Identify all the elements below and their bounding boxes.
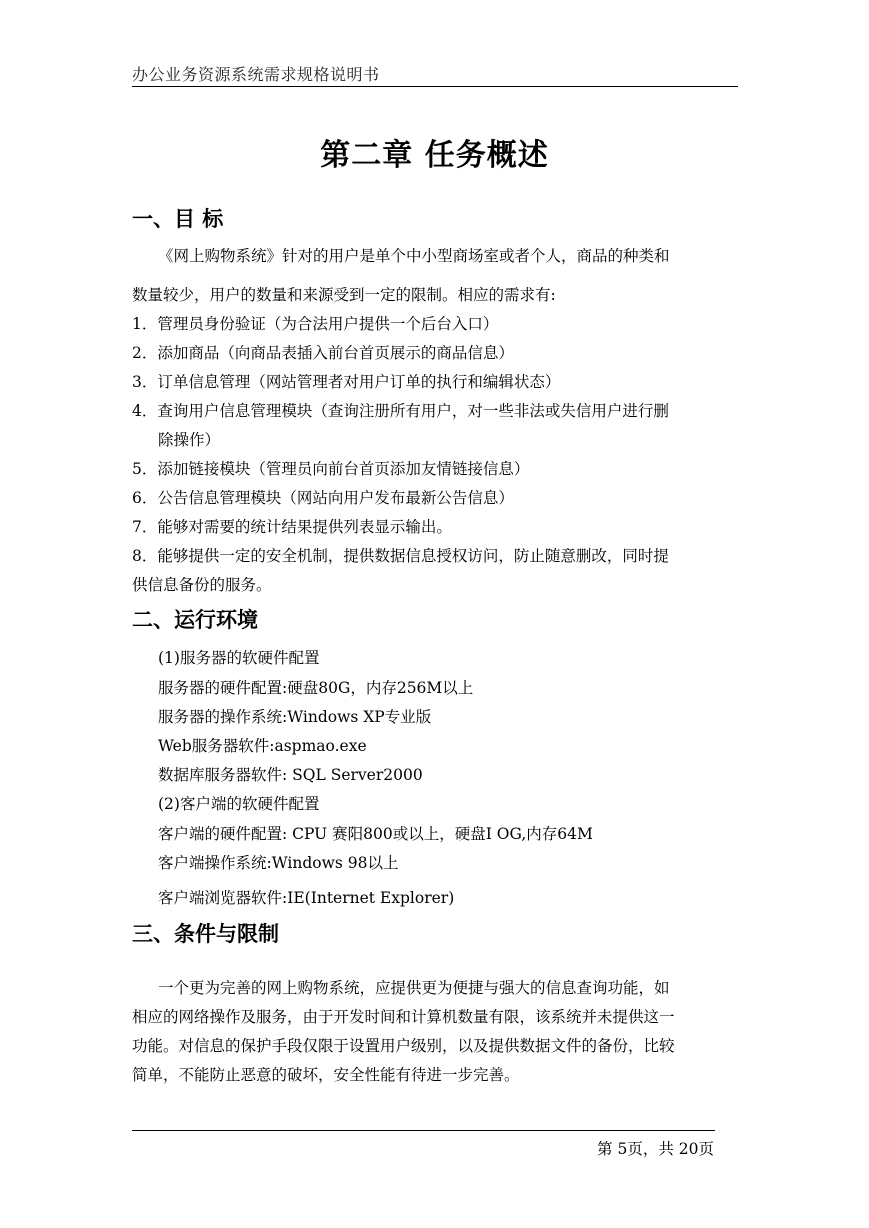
requirement-item: 3．订单信息管理（网站管理者对用户订单的执行和编辑状态） — [132, 373, 561, 391]
section-heading-environment: 二、运行环境 — [132, 608, 258, 632]
constraints-line: 简单，不能防止恶意的破坏，安全性能有待进一步完善。 — [132, 1066, 520, 1084]
footer-rule — [132, 1130, 715, 1131]
requirement-item-continuation: 供信息备份的服务。 — [132, 576, 272, 594]
constraints-line: 功能。对信息的保护手段仅限于设置用户级别，以及提供数据文件的备份，比较 — [132, 1037, 675, 1055]
running-header: 办公业务资源系统需求规格说明书 — [132, 65, 380, 84]
env-line: 数据库服务器软件: SQL Server2000 — [158, 766, 423, 784]
section-heading-goals: 一、目 标 — [132, 207, 224, 231]
env-line: 服务器的硬件配置:硬盘80G，内存256M以上 — [158, 679, 474, 697]
constraints-line: 一个更为完善的网上购物系统，应提供更为便捷与强大的信息查询功能，如 — [158, 979, 670, 997]
env-line: 客户端浏览器软件:IE(Internet Explorer) — [158, 889, 455, 907]
requirement-item: 8．能够提供一定的安全机制，提供数据信息授权访问，防止随意删改，同时提 — [132, 547, 669, 565]
requirement-item: 1．管理员身份验证（为合法用户提供一个后台入口） — [132, 315, 499, 333]
requirement-item: 2．添加商品（向商品表插入前台首页展示的商品信息） — [132, 344, 514, 362]
page-number: 第 5页，共 20页 — [597, 1140, 714, 1158]
env-line: 服务器的操作系统:Windows XP专业版 — [158, 708, 432, 726]
env-line: (1)服务器的软硬件配置 — [158, 649, 320, 667]
requirement-item-continuation: 除操作） — [158, 431, 221, 449]
requirement-item: 7．能够对需要的统计结果提供列表显示输出。 — [132, 518, 452, 536]
constraints-line: 相应的网络操作及服务，由于开发时间和计算机数量有限，该系统并未提供这一 — [132, 1008, 675, 1026]
env-line: Web服务器软件:aspmao.exe — [158, 737, 367, 755]
env-line: 客户端操作系统:Windows 98以上 — [158, 854, 399, 872]
requirement-item: 6．公告信息管理模块（网站向用户发布最新公告信息） — [132, 489, 514, 507]
env-line: (2)客户端的软硬件配置 — [158, 795, 320, 813]
chapter-title: 第二章 任务概述 — [320, 138, 549, 173]
requirement-item: 5．添加链接模块（管理员向前台首页添加友情链接信息） — [132, 460, 530, 478]
requirement-item: 4．查询用户信息管理模块（查询注册所有用户，对一些非法或失信用户进行删 — [132, 402, 669, 420]
section-heading-constraints: 三、条件与限制 — [132, 922, 279, 946]
env-line: 客户端的硬件配置: CPU 赛阳800或以上，硬盘I OG,内存64M — [158, 825, 593, 843]
intro-line: 《网上购物系统》针对的用户是单个中小型商场室或者个人，商品的种类和 — [158, 247, 670, 265]
intro-line: 数量较少，用户的数量和来源受到一定的限制。相应的需求有: — [132, 286, 556, 304]
header-rule — [132, 86, 738, 87]
